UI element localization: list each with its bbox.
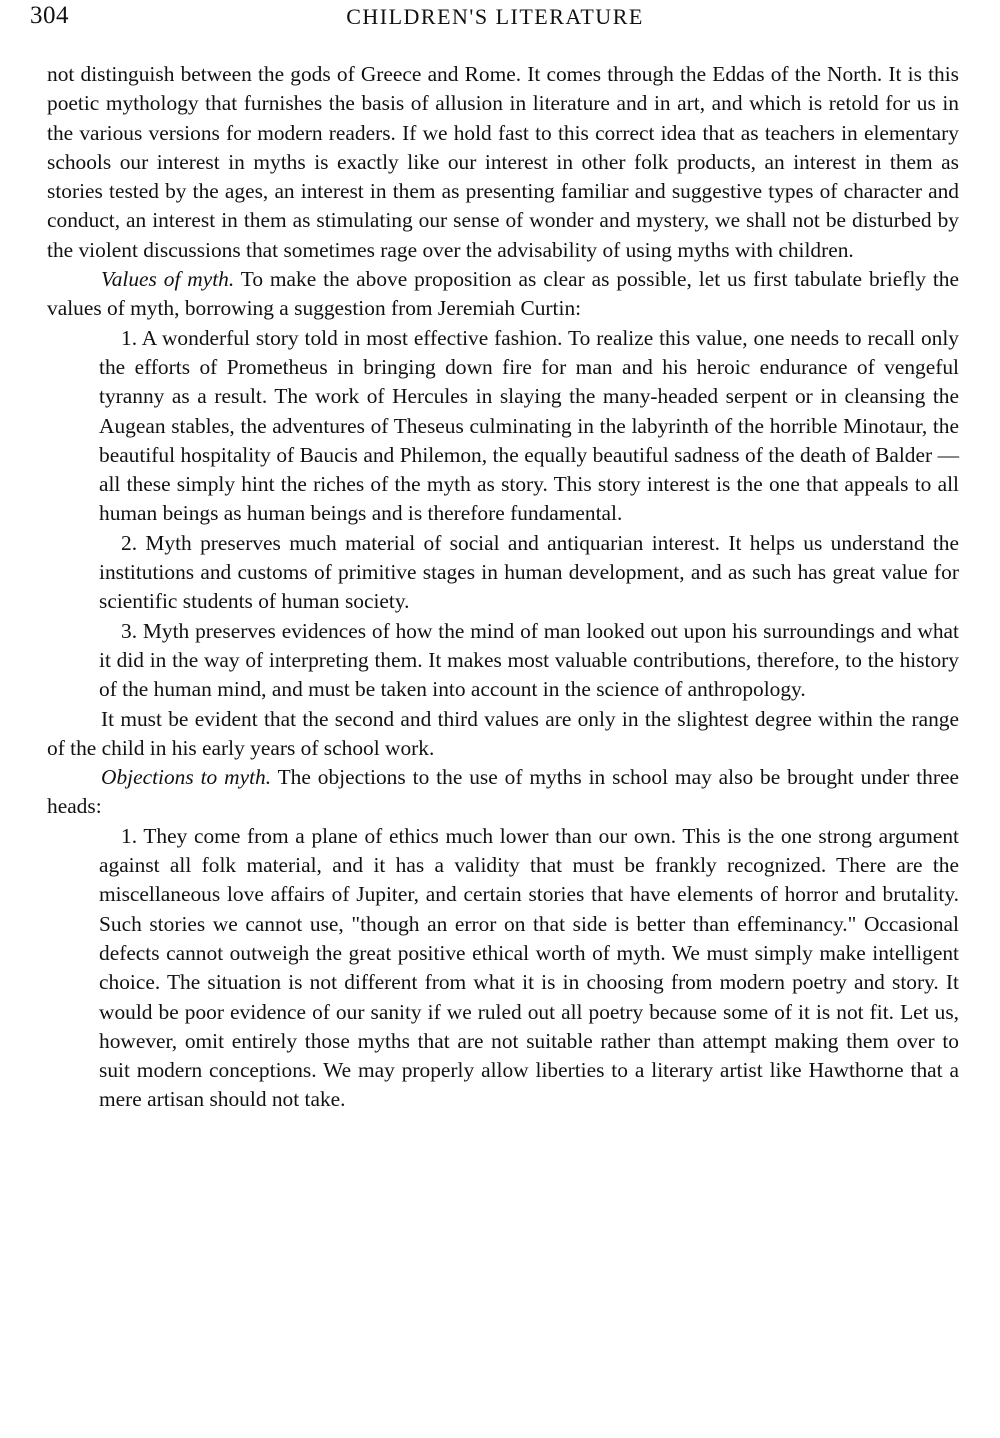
values-item-1: 1. A wonderful story told in most effective fashion. To realize this value, one needs to recall only the efforts of Prometheus in bringing down fire for man and his heroic endurance of vengeful tyranny as a result. The work of Hercules in slaying the many-headed serpent or in cleansing the Augean stables, the adventures of Theseus culminating in the labyrinth of the horrible Minotaur, the beautiful hospitality of Baucis and Philemon, the equally beautiful sadness of the death of Balder — all these simply hint the riches of the myth as story. This story interest is the one that appeals to all human beings as human beings and is therefore fundamental. (99, 325, 959, 526)
running-title: CHILDREN'S LITERATURE (346, 4, 644, 29)
page-body (47, 60, 959, 1115)
page-header (30, 2, 960, 36)
objections-heading: Objections to myth. (101, 765, 272, 790)
evident-paragraph: It must be evident that the second and third values are only in the slightest degree within the range of the child in his early years of school work. (47, 706, 959, 760)
objections-item-1: 1. They come from a plane of ethics much lower than our own. This is the one strong argument against all folk material, and it has a validity that must be frankly recognized. There are the miscellaneous love affairs of Jupiter, and certain stories that have elements of horror and brutality. Such stories we cannot use, "though an error on that side is better than effeminancy." Occasional defects cannot outweigh the great positive ethical worth of myth. We must simply make intelligent choice. The situation is not different from what it is in choosing from modern poetry and story. It would be poor evidence of our sanity if we ruled out all poetry because some of it is not fit. Let us, however, omit entirely those myths that are not suitable rather than attempt making them over to suit modern conceptions. We may properly allow liberties to a literary artist like Hawthorne that a mere artisan should not take. (99, 823, 959, 1112)
opening-paragraph: not distinguish between the gods of Greece and Rome. It comes through the Eddas of the North. It is this poetic mythology that furnishes the basis of allusion in literature and in art, and which is retold for us in the various versions for modern readers. If we hold fast to this correct idea that as teachers in elementary schools our interest in myths is exactly like our interest in other folk products, an interest in them as stories tested by the ages, an interest in them as presenting familiar and suggestive types of character and conduct, an interest in them as stimulating our sense of wonder and mystery, we shall not be disturbed by the violent discussions that sometimes rage over the advisability of using myths with children. (47, 62, 959, 262)
objections-paragraph (47, 763, 959, 822)
values-paragraph (47, 265, 959, 324)
page-number: 304 (30, 2, 69, 29)
objections-intro: The objections to the use of myths in school may also be brought under three heads: (47, 765, 959, 819)
values-heading: Values of myth. (101, 267, 235, 292)
values-item-3: 3. Myth preserves evidences of how the mind of man looked out upon his surroundings and what it did in the way of interpreting them. It makes most valuable contributions, therefore, to the history of the human mind, and must be taken into account in the science of anthropology. (99, 618, 959, 702)
values-intro: To make the above proposition as clear as possible, let us first tabulate briefly the values of myth, borrowing a suggestion from Jeremiah Curtin: (47, 267, 959, 321)
values-item-2: 2. Myth preserves much material of social and antiquarian interest. It helps us understand the institutions and customs of primitive stages in human development, and as such has great value for scientific students of human society. (99, 530, 959, 614)
